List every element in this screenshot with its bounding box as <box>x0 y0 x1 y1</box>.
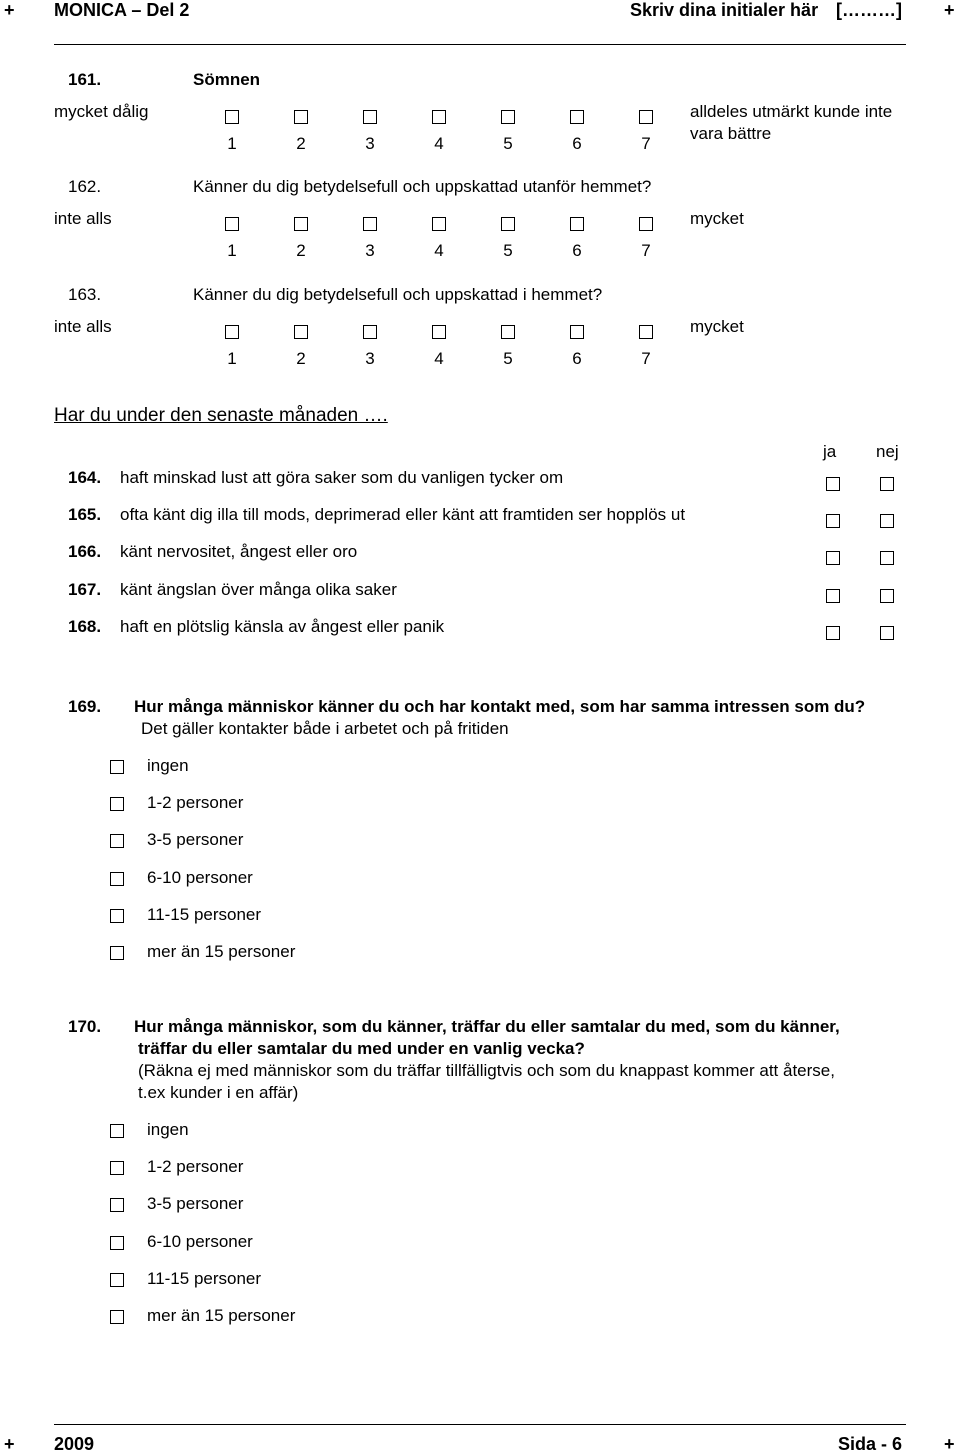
q163-option-4-checkbox[interactable] <box>432 325 446 339</box>
q169-option-11-15-checkbox[interactable] <box>110 909 124 923</box>
q170-option-1-2-label: 1-2 personer <box>147 1157 244 1176</box>
q161-number: 161. <box>68 70 102 89</box>
q162-scale-3: 3 <box>365 241 375 260</box>
q170-option-ingen-checkbox[interactable] <box>110 1124 124 1138</box>
q170-option-11-15-label: 11-15 personer <box>147 1269 262 1288</box>
q163-option-6-checkbox[interactable] <box>570 325 584 339</box>
q161-scale-2: 2 <box>296 134 306 153</box>
q170-title-line1: Hur många människor, som du känner, träffar du eller samtalar du med, som du känner, <box>134 1017 840 1036</box>
q161-scale-1: 1 <box>227 134 237 153</box>
q163-scale-3: 3 <box>365 349 375 368</box>
q163-low-label: inte alls <box>54 317 112 336</box>
q170-note-line1: (Räkna ej med människor som du träffar tillfälligtvis och som du knappast kommer att återse, <box>138 1061 835 1080</box>
q170-option-6-10-checkbox[interactable] <box>110 1236 124 1250</box>
header-rule <box>54 44 906 45</box>
q170-option-11-15-checkbox[interactable] <box>110 1273 124 1287</box>
q161-scale-3: 3 <box>365 134 375 153</box>
q169-option-6-10-label: 6-10 personer <box>147 868 253 887</box>
q169-subtitle: Det gäller kontakter både i arbetet och på fritiden <box>141 719 509 738</box>
q168-text: haft en plötslig känsla av ångest eller panik <box>120 617 445 636</box>
q169-option-15plus-label: mer än 15 personer <box>147 942 296 961</box>
q163-scale-7: 7 <box>641 349 651 368</box>
footer-page-number: Sida - 6 <box>838 1434 903 1454</box>
q166-ja-checkbox[interactable] <box>826 551 840 565</box>
q165-text: ofta känt dig illa till mods, deprimerad eller känt att framtiden ser hopplös ut <box>120 505 686 524</box>
q170-option-6-10-label: 6-10 personer <box>147 1232 253 1251</box>
registration-mark-bottom-right: + <box>944 1434 955 1454</box>
q162-option-7-checkbox[interactable] <box>639 217 653 231</box>
q163-scale-1: 1 <box>227 349 237 368</box>
q170-option-3-5-label: 3-5 personer <box>147 1194 244 1213</box>
q167-text: känt ängslan över många olika saker <box>120 580 397 599</box>
q164-nej-checkbox[interactable] <box>880 477 894 491</box>
q169-title: Hur många människor känner du och har kontakt med, som har samma intressen som du? <box>134 697 866 716</box>
q170-option-15plus-label: mer än 15 personer <box>147 1306 296 1325</box>
q163-scale-4: 4 <box>434 349 444 368</box>
q162-option-1-checkbox[interactable] <box>225 217 239 231</box>
q164-text: haft minskad lust att göra saker som du vanligen tycker om <box>120 468 564 487</box>
q162-number: 162. <box>68 177 102 196</box>
q163-title: Känner du dig betydelsefull och uppskattad i hemmet? <box>193 285 603 304</box>
q162-option-3-checkbox[interactable] <box>363 217 377 231</box>
q166-nej-checkbox[interactable] <box>880 551 894 565</box>
q162-option-2-checkbox[interactable] <box>294 217 308 231</box>
q170-number: 170. <box>68 1017 102 1036</box>
q169-option-3-5-label: 3-5 personer <box>147 830 244 849</box>
registration-mark-bottom-left: + <box>4 1434 15 1454</box>
footer-year: 2009 <box>54 1434 95 1454</box>
q167-nej-checkbox[interactable] <box>880 589 894 603</box>
q169-option-ingen-checkbox[interactable] <box>110 760 124 774</box>
q169-option-6-10-checkbox[interactable] <box>110 872 124 886</box>
q163-high-label: mycket <box>690 317 744 336</box>
q162-scale-4: 4 <box>434 241 444 260</box>
q162-scale-2: 2 <box>296 241 306 260</box>
q162-high-label: mycket <box>690 209 744 228</box>
q161-title: Sömnen <box>193 70 261 89</box>
q161-option-3-checkbox[interactable] <box>363 110 377 124</box>
footer-rule <box>54 1424 906 1425</box>
q169-option-1-2-label: 1-2 personer <box>147 793 244 812</box>
q168-nej-checkbox[interactable] <box>880 626 894 640</box>
q163-scale-6: 6 <box>572 349 582 368</box>
q161-low-label: mycket dålig <box>54 102 149 121</box>
q170-note-line2: t.ex kunder i en affär) <box>138 1083 299 1102</box>
q163-option-5-checkbox[interactable] <box>501 325 515 339</box>
q169-option-1-2-checkbox[interactable] <box>110 797 124 811</box>
q165-nej-checkbox[interactable] <box>880 514 894 528</box>
q164-ja-checkbox[interactable] <box>826 477 840 491</box>
q170-option-3-5-checkbox[interactable] <box>110 1198 124 1212</box>
q166-number: 166. <box>68 542 102 561</box>
q169-option-15plus-checkbox[interactable] <box>110 946 124 960</box>
q161-option-1-checkbox[interactable] <box>225 110 239 124</box>
initials-field[interactable]: [………] <box>836 0 902 20</box>
q161-high-label-line1: alldeles utmärkt kunde inte <box>690 102 893 121</box>
q161-option-7-checkbox[interactable] <box>639 110 653 124</box>
q163-option-3-checkbox[interactable] <box>363 325 377 339</box>
q167-ja-checkbox[interactable] <box>826 589 840 603</box>
q161-high-label-line2: vara bättre <box>690 124 772 143</box>
q163-scale-5: 5 <box>503 349 513 368</box>
q162-low-label: inte alls <box>54 209 112 228</box>
nej-column-label: nej <box>876 442 899 461</box>
q170-option-1-2-checkbox[interactable] <box>110 1161 124 1175</box>
q161-scale-6: 6 <box>572 134 582 153</box>
q163-option-1-checkbox[interactable] <box>225 325 239 339</box>
section-heading: Har du under den senaste månaden …. <box>54 405 388 426</box>
q162-scale-1: 1 <box>227 241 237 260</box>
q170-title-line2: träffar du eller samtalar du med under en vanlig vecka? <box>138 1039 585 1058</box>
registration-mark-top-right: + <box>944 0 955 20</box>
q162-title: Känner du dig betydelsefull och uppskattad utanför hemmet? <box>193 177 652 196</box>
q162-option-4-checkbox[interactable] <box>432 217 446 231</box>
q165-number: 165. <box>68 505 102 524</box>
q168-number: 168. <box>68 617 102 636</box>
q163-option-2-checkbox[interactable] <box>294 325 308 339</box>
q161-option-5-checkbox[interactable] <box>501 110 515 124</box>
q163-option-7-checkbox[interactable] <box>639 325 653 339</box>
q169-option-11-15-label: 11-15 personer <box>147 905 262 924</box>
q164-number: 164. <box>68 468 102 487</box>
q163-scale-2: 2 <box>296 349 306 368</box>
q162-scale-6: 6 <box>572 241 582 260</box>
q161-scale-4: 4 <box>434 134 444 153</box>
q168-ja-checkbox[interactable] <box>826 626 840 640</box>
q161-scale-7: 7 <box>641 134 651 153</box>
q162-scale-5: 5 <box>503 241 513 260</box>
q169-option-ingen-label: ingen <box>147 756 189 775</box>
q161-option-6-checkbox[interactable] <box>570 110 584 124</box>
q162-option-6-checkbox[interactable] <box>570 217 584 231</box>
q169-option-3-5-checkbox[interactable] <box>110 834 124 848</box>
q170-option-ingen-label: ingen <box>147 1120 189 1139</box>
ja-column-label: ja <box>823 442 837 461</box>
form-title: MONICA – Del 2 <box>54 0 190 20</box>
q161-scale-5: 5 <box>503 134 513 153</box>
registration-mark-top-left: + <box>4 0 15 20</box>
q162-scale-7: 7 <box>641 241 651 260</box>
q169-number: 169. <box>68 697 102 716</box>
q163-number: 163. <box>68 285 102 304</box>
q167-number: 167. <box>68 580 102 599</box>
q170-option-15plus-checkbox[interactable] <box>110 1310 124 1324</box>
q165-ja-checkbox[interactable] <box>826 514 840 528</box>
q166-text: känt nervositet, ångest eller oro <box>120 542 358 561</box>
initials-label: Skriv dina initialer här <box>630 0 819 20</box>
q162-option-5-checkbox[interactable] <box>501 217 515 231</box>
q161-option-2-checkbox[interactable] <box>294 110 308 124</box>
q161-option-4-checkbox[interactable] <box>432 110 446 124</box>
